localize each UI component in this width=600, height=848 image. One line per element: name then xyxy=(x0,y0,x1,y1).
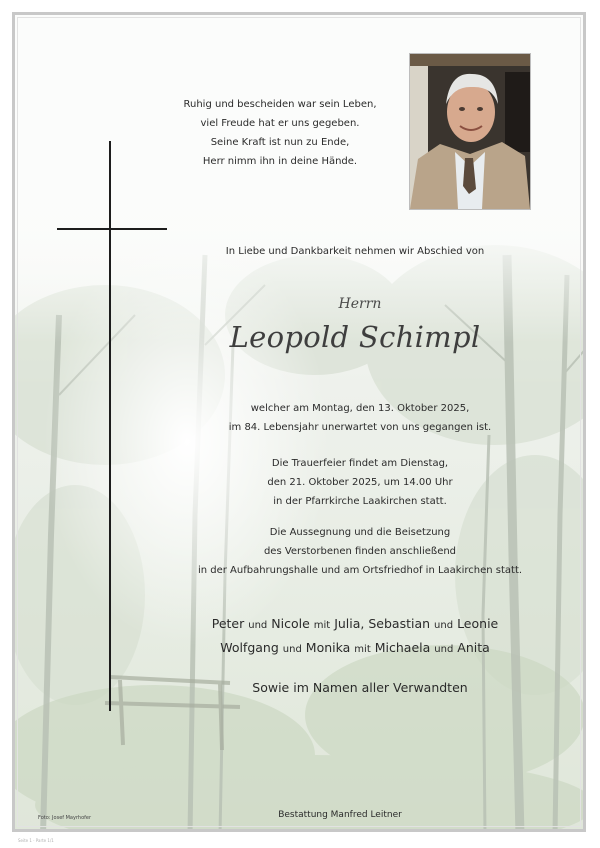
page-reference: Seite 1 · Parte 1/1 xyxy=(18,838,54,843)
burial-info xyxy=(180,523,540,580)
mourner-name: Julia, Sebastian xyxy=(334,616,431,631)
verse-line: Seine Kraft ist nun zu Ende, xyxy=(210,137,350,148)
mourner-name: Peter xyxy=(211,616,245,631)
portrait-image xyxy=(410,54,530,209)
family-row xyxy=(190,613,520,637)
verse-line: Ruhig und bescheiden war sein Leben, xyxy=(183,99,377,110)
death-notice xyxy=(200,399,520,437)
portrait-photo xyxy=(409,53,531,210)
mourner-name: Leonie xyxy=(457,616,499,631)
mourner-name: Wolfgang xyxy=(220,640,279,655)
connector-word: mit xyxy=(313,620,331,631)
connector-word: und xyxy=(434,644,454,655)
mourner-name: Michaela xyxy=(374,640,431,655)
cross-vertical-bar xyxy=(109,141,111,711)
relatives-line: Sowie im Namen aller Verwandten xyxy=(252,680,468,695)
cross-horizontal-bar xyxy=(57,228,167,230)
farewell-intro: In Liebe und Dankbarkeit nehmen wir Abschied von xyxy=(225,246,485,257)
burial-line: Die Aussegnung und die Beisetzung xyxy=(269,527,451,538)
burial-line: des Verstorbenen finden anschließend xyxy=(263,546,457,557)
burial-line: in der Aufbahrungshalle und am Ortsfriedhof in Laakirchen statt. xyxy=(197,565,523,576)
funeral-home: Bestattung Manfred Leitner xyxy=(278,810,402,820)
salutation: Herrn xyxy=(338,296,382,312)
connector-word: und xyxy=(282,644,302,655)
ceremony-line: in der Pfarrkirche Laakirchen statt. xyxy=(273,496,447,507)
memorial-verse xyxy=(180,95,380,171)
ceremony-info xyxy=(200,454,520,511)
death-line: im 84. Lebensjahr unerwartet von uns gegangen ist. xyxy=(228,422,492,433)
connector-word: und xyxy=(434,620,454,631)
mourner-name: Nicole xyxy=(271,616,310,631)
verse-line: Herr nimm ihn in deine Hände. xyxy=(202,156,358,167)
connector-word: und xyxy=(248,620,268,631)
ceremony-line: den 21. Oktober 2025, um 14.00 Uhr xyxy=(267,477,453,488)
photo-credit: Foto: Josef Mayrhofer xyxy=(38,815,92,821)
deceased-name: Leopold Schimpl xyxy=(229,320,481,354)
mourner-name: Monika xyxy=(305,640,351,655)
connector-word: mit xyxy=(354,644,371,655)
family-row xyxy=(190,637,520,661)
family-mourners xyxy=(190,613,520,661)
death-line: welcher am Montag, den 13. Oktober 2025, xyxy=(250,403,470,414)
verse-line: viel Freude hat er uns gegeben. xyxy=(200,118,360,129)
mourner-name: Anita xyxy=(457,640,490,655)
ceremony-line: Die Trauerfeier findet am Dienstag, xyxy=(271,458,449,469)
